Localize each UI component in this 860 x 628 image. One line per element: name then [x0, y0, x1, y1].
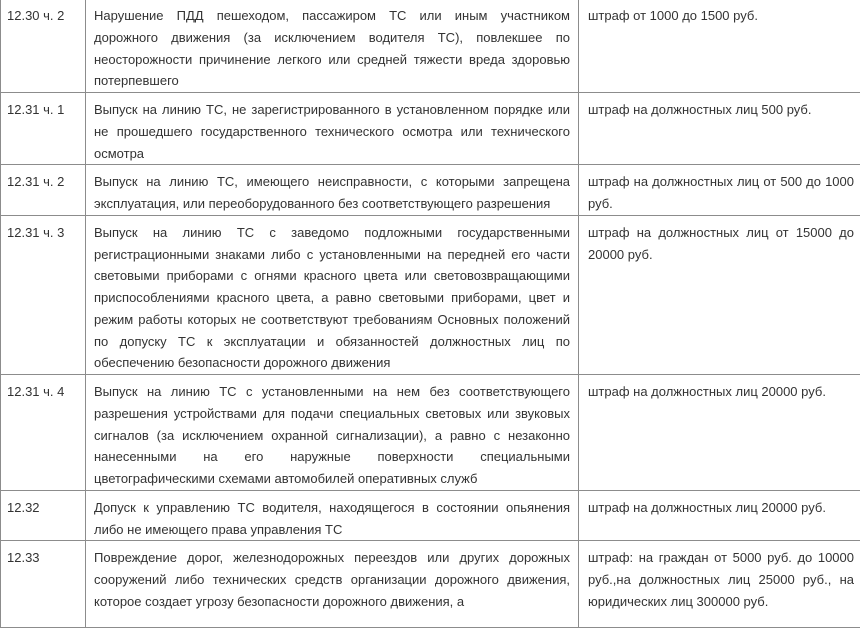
description-cell: Выпуск на линию ТС с установленными на нем без соответствующего разрешения устройствами для подачи специальных световых или звуковых сигналов (за исключением охранной сигнализации), а равно с незаконно нанесенными на его наружные поверхности специальными цветографическими схемами автомобилей оперативных служб — [86, 375, 579, 491]
table-row — [1, 490, 860, 541]
table-row — [1, 0, 860, 93]
penalty-cell: штраф на должностных лиц от 500 до 1000 руб. — [579, 165, 860, 216]
table-row — [1, 215, 860, 374]
description-cell: Выпуск на линию ТС, не зарегистрированного в установленном порядке или не прошедшего государственного технического осмотра или технического осмотра — [86, 93, 579, 165]
table-row — [1, 375, 860, 491]
penalty-cell: штраф на должностных лиц от 15000 до 20000 руб. — [579, 215, 860, 374]
article-cell: 12.31 ч. 3 — [1, 215, 86, 374]
penalty-cell: штраф на должностных лиц 20000 руб. — [579, 375, 860, 491]
penalty-cell: штраф на должностных лиц 20000 руб. — [579, 490, 860, 541]
article-cell: 12.31 ч. 4 — [1, 375, 86, 491]
penalty-cell: штраф от 1000 до 1500 руб. — [579, 0, 860, 93]
table-row — [1, 165, 860, 216]
article-cell: 12.31 ч. 2 — [1, 165, 86, 216]
description-cell: Повреждение дорог, железнодорожных переездов или других дорожных сооружений либо технических средств организации дорожного движения, которое создает угрозу безопасности дорожного движения, а — [86, 541, 579, 628]
table-row — [1, 541, 860, 628]
table-row — [1, 93, 860, 165]
description-cell: Допуск к управлению ТС водителя, находящегося в состоянии опьянения либо не имеющего права управления ТС — [86, 490, 579, 541]
article-cell: 12.32 — [1, 490, 86, 541]
penalty-cell: штраф на должностных лиц 500 руб. — [579, 93, 860, 165]
description-cell: Выпуск на линию ТС, имеющего неисправности, с которыми запрещена эксплуатация, или переоборудованного без соответствующего разрешения — [86, 165, 579, 216]
article-cell: 12.31 ч. 1 — [1, 93, 86, 165]
description-cell: Нарушение ПДД пешеходом, пассажиром ТС или иным участником дорожного движения (за исключением водителя ТС), повлекшее по неосторожности причинение легкого или средней тяжести вреда здоровью потерпевшего — [86, 0, 579, 93]
penalty-cell: штраф: на граждан от 5000 руб. до 10000 руб.,на должностных лиц 25000 руб., на юридических лиц 300000 руб. — [579, 541, 860, 628]
article-cell: 12.30 ч. 2 — [1, 0, 86, 93]
description-cell: Выпуск на линию ТС с заведомо подложными государственными регистрационными знаками либо с установленными на передней его части световыми приборами с огнями красного цвета или световозвращающими приспособлениями красного цвета, а равно световыми приборами, цвет и режим работы которых не соответствуют требованиям Основных положений по допуску ТС к эксплуатации и обязанностей должностных лиц по обеспечению безопасности дорожного движения — [86, 215, 579, 374]
article-cell: 12.33 — [1, 541, 86, 628]
